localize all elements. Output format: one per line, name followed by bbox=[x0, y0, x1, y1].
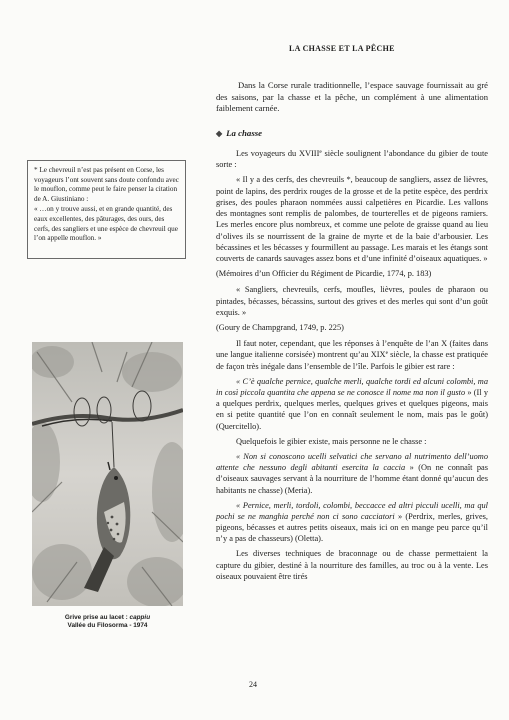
paragraph-quelquefois: Quelquefois le gibier existe, mais personne ne le chasse : bbox=[236, 436, 427, 446]
paragraph-techniques: Les diverses techniques de braconnage ou de chasse permettaient la capture du gibier, destiné à la nourriture des familles, au troc ou à la vente. Les oiseaux pouvaient être tirés bbox=[216, 549, 488, 581]
main-text-column bbox=[216, 148, 488, 586]
source-officier: (Mémoires d’un Officier du Régiment de Picardie, 1774, p. 183) bbox=[216, 269, 432, 279]
quote-meria: « Non si conoscono ucelli selvatici che servano al nutrimento dell’uomo attente che nessuno degli abitanti esercita la caccia » (On ne connaît pas d’oiseaux sauvages servant à la nourriture de l’homme étant donné qu’aucun des habitants ne chasse) (Meria). bbox=[216, 451, 489, 495]
paragraph-enquete: Il faut noter, cependant, que les réponses à l’enquête de l’an X (faites dans une langue italienne corsisée) montrent qu’au XIXe siècle, la chasse est pratiquée de façon très inégale dans l’ensemble de l’île. Parfois le gibier est rare : bbox=[216, 339, 488, 371]
quote-officier: « Il y a des cerfs, des chevreuils *, beaucoup de sangliers, assez de lièvres, point de lapins, des perdrix rouges de la grosse et de la petite espèce, des perdrix grises, des poules pharaon nommées aussi calpetières en Picardie. Les vallons des montagnes sont remplis de palombes, de tourterelles et de pigeons ramiers. Les merles encore plus nombreux, et comme une pelote de graisse quand au lieu d’olives ils se nourrissent de la graine de myrte et de la baie d’arbousier. Les bécassines et les bécasses y fourmillent au passage. Les marais et les étangs sont couverts de canards sauvages assez bons et d’une infinité d’oiseaux aquatiques. » bbox=[216, 175, 488, 264]
running-head: LA CHASSE ET LA PÊCHE bbox=[289, 44, 395, 53]
quote-oletta: « Pernice, merli, tordoli, colombi, beccacce ed altri picculi ucelli, ma qul pochi se ne manghia perché non ci sono cacciatori » (Perdrix, merles, grives, pigeons, bécasses et autres petits oiseaux, mais ici on en mange peu parce qu’il n’y a pas de chasseurs) (Oletta). bbox=[216, 500, 489, 544]
paragraph-voyageurs: Les voyageurs du XVIIIe siècle soulignent l’abondance du gibier de toute sorte : bbox=[216, 149, 488, 170]
footnote-quote: « …on y trouve aussi, et en grande quantité, des eaux excellentes, des pâturages, des ours, des cerfs, des sangliers et une espèce de chevreuil que l’on appelle mouflon. » bbox=[34, 205, 178, 243]
intro-paragraph: Dans la Corse rurale traditionnelle, l’espace sauvage fournissait au gré des saisons, par la chasse et la pêche, un complément à une alimentation faiblement carnée. bbox=[216, 80, 488, 113]
footnote-box bbox=[27, 160, 186, 259]
quote-quercitello: « C’è qualche pernice, qualche merli, qualche tordi ed alcuni colombi, ma in così piccola quantita che appena se ne conosce il nome ma non il gusto » (Il y a quelques perdrix, quelques merles, quelques grives et quelques pigeons, mais en si petite quantité que l’on en connaît seulement le nom, mais pas le goût) (Quercitello). bbox=[216, 376, 488, 431]
diamond-bullet-icon: ◆ bbox=[216, 129, 223, 138]
footnote-text: * Le chevreuil n’est pas présent en Corse, les voyageurs l’ont souvent sans doute confondu avec le mouflon, comme peut le faire penser la citation de A. Giustiniano : bbox=[34, 166, 179, 203]
section-heading bbox=[216, 128, 262, 138]
photo-caption: Grive prise au lacet : cappiu Vallée du Filosorma - 1974 bbox=[64, 614, 151, 629]
thrush-snare-photo bbox=[32, 342, 183, 606]
page-number: 24 bbox=[249, 680, 257, 689]
section-title: La chasse bbox=[226, 128, 263, 138]
quote-goury: « Sangliers, chevreuils, cerfs, moufles, lièvres, poules de pharaon ou pintades, bécasses, bécassins, surtout des grives et des merles qui sont d’un goût exquis. » bbox=[216, 285, 488, 317]
source-goury: (Goury de Champgrand, 1749, p. 225) bbox=[216, 322, 344, 332]
